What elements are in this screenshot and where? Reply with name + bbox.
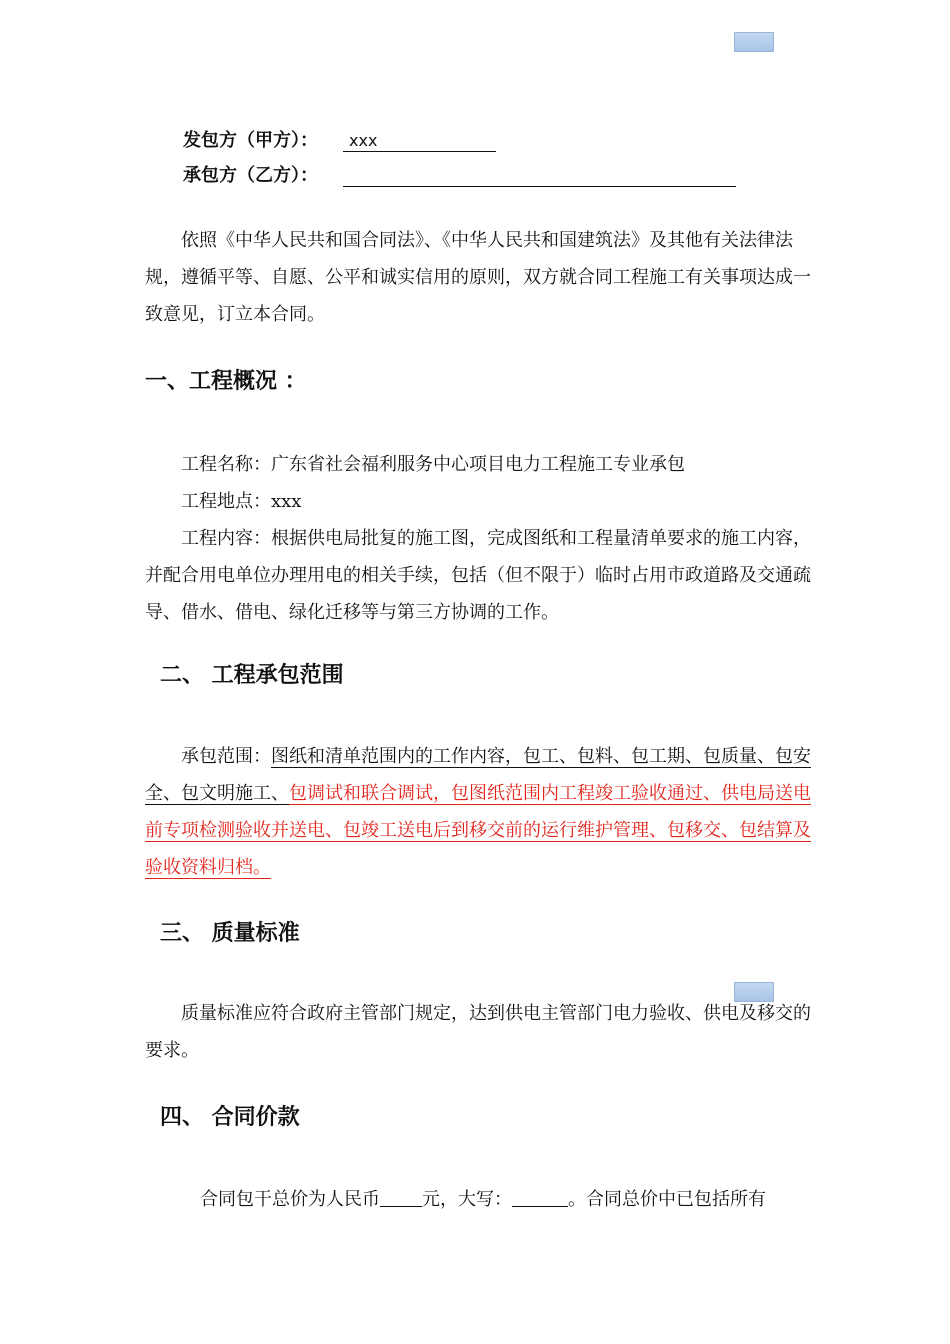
party-b-label: 承包方（乙方）：	[183, 165, 318, 186]
project-name-label: 工程名称：	[181, 454, 271, 475]
project-site-row	[145, 483, 825, 520]
price-paragraph	[200, 1181, 840, 1218]
party-a-label: 发包方（甲方）：	[183, 130, 318, 151]
party-b-line	[183, 161, 736, 187]
price-words-blank[interactable]	[512, 1186, 568, 1207]
price-text-2: 元，大写：	[422, 1189, 512, 1210]
quality-text: 质量标准应符合政府主管部门规定，达到供电主管部门电力验收、供电及移交的要求。	[145, 1003, 811, 1061]
scope-label: 承包范围：	[181, 746, 271, 767]
scope-paragraph	[145, 738, 825, 886]
project-content-row	[145, 520, 825, 631]
comment-marker-top[interactable]	[734, 32, 774, 52]
party-a-field[interactable]: xxx	[343, 130, 496, 152]
scope-text-black: 图纸和清单范围内的工作内容，包工、包料、包工期、包质量、包安全、包文明施工、	[145, 746, 811, 804]
overview-block	[145, 446, 825, 631]
section-4-heading: 四、 合同价款	[160, 1105, 300, 1130]
project-site-value: xxx	[271, 491, 302, 512]
project-name-value: 广东省社会福利服务中心项目电力工程施工专业承包	[271, 454, 685, 475]
project-content-value: 根据供电局批复的施工图，完成图纸和工程量清单要求的施工内容，并配合用电单位办理用电的相关手续，包括（但不限于）临时占用市政道路及交通疏导、借水、借电、绿化迁移等与第三方协调的工作。	[145, 528, 811, 623]
scope-text-red: 包调试和联合调试，包图纸范围内工程竣工验收通过、供电局送电前专项检测验收并送电、包竣工送电后到移交前的运行维护管理、包移交、包结算及验收资料归档。	[145, 783, 811, 878]
price-text-3: 。合同总价中已包括所有	[568, 1189, 766, 1210]
party-a-line	[183, 126, 496, 152]
party-b-field[interactable]	[343, 165, 736, 187]
price-text-1: 合同包干总价为人民币	[200, 1189, 380, 1210]
price-amount-blank[interactable]	[380, 1186, 422, 1207]
intro-paragraph	[145, 222, 825, 333]
quality-paragraph	[145, 995, 825, 1069]
section-2-heading: 二、 工程承包范围	[160, 663, 344, 688]
project-name-row	[145, 446, 825, 483]
intro-text: 依照《中华人民共和国合同法》、《中华人民共和国建筑法》及其他有关法律法规，遵循平等、自愿、公平和诚实信用的原则，双方就合同工程施工有关事项达成一致意见，订立本合同。	[145, 230, 811, 325]
project-content-label: 工程内容：	[181, 528, 271, 549]
project-site-label: 工程地点：	[181, 491, 271, 512]
section-3-heading: 三、 质量标准	[160, 921, 300, 946]
section-1-heading: 一、工程概况 ：	[145, 369, 307, 394]
